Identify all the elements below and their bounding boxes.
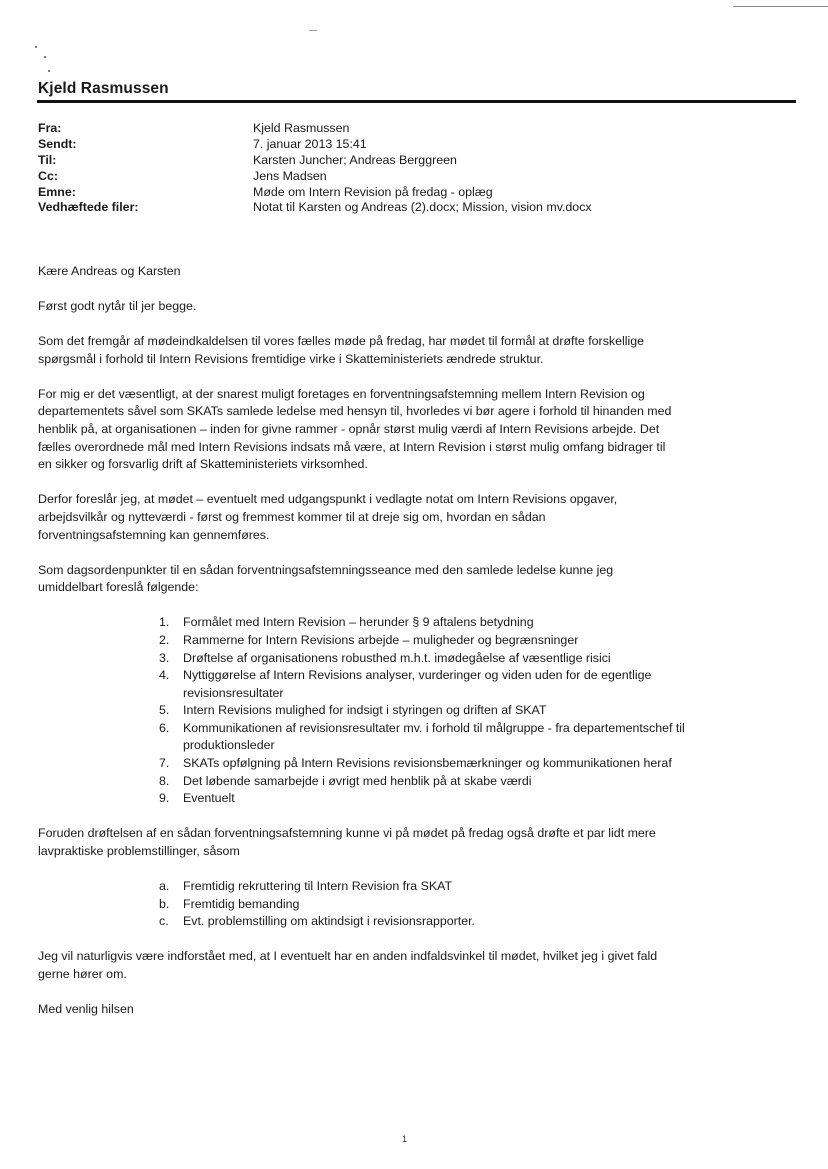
agenda-item bbox=[38, 614, 788, 632]
scan-speck bbox=[44, 56, 46, 58]
agenda-number: 3. bbox=[159, 650, 170, 665]
agenda-text: Kommunikationen af revisionsresultater mv. i forhold til målgruppe - fra departementschef til bbox=[183, 720, 685, 735]
scan-speck bbox=[35, 46, 37, 48]
topic-list bbox=[38, 878, 788, 931]
agenda-item bbox=[38, 720, 788, 755]
agenda-text: produktionsleder bbox=[183, 738, 275, 753]
header-row-to bbox=[38, 153, 592, 169]
new-year-line: Først godt nytår til jer begge. bbox=[38, 299, 197, 314]
agenda-item bbox=[38, 773, 788, 791]
text-line: Foruden drøftelsen af en sådan forventningsafstemning kunne vi på mødet på fredag også drøfte et par lidt mere bbox=[38, 826, 656, 841]
agenda-item bbox=[38, 650, 788, 668]
header-row-from bbox=[38, 121, 592, 137]
text-line: forventningsafstemning kan gennemføres. bbox=[38, 527, 270, 542]
agenda-number: 1. bbox=[159, 615, 170, 630]
agenda-text: Intern Revisions mulighed for indsigt i styringen og driften af SKAT bbox=[183, 703, 547, 718]
paragraph-agenda-intro bbox=[38, 562, 788, 597]
text-line: henblik på, at organisationen – inden for givne rammer - opnår størst mulig værdi af Intern Revisions arbejde. Det bbox=[38, 422, 660, 437]
agenda-number: 7. bbox=[159, 756, 170, 771]
header-value: Jens Madsen bbox=[253, 168, 327, 183]
agenda-text: Eventuelt bbox=[183, 791, 235, 806]
agenda-item bbox=[38, 790, 788, 808]
email-header-block bbox=[38, 121, 592, 216]
text-line: spørgsmål i forhold til Intern Revisions fremtidige virke i Skatteministeriets ændrede struktur. bbox=[38, 351, 544, 366]
topic-text: Fremtidig bemanding bbox=[183, 896, 300, 911]
scan-artifact-line bbox=[733, 6, 828, 7]
closing: Med venlig hilsen bbox=[38, 1002, 134, 1016]
email-body bbox=[38, 263, 788, 1019]
agenda-number: 9. bbox=[159, 791, 170, 806]
header-row-attachments bbox=[38, 200, 592, 216]
text-line: Jeg vil naturligvis være indforstået med, at I eventuelt har en anden indfaldsvinkel til mødet, hvilket jeg i givet fald bbox=[38, 949, 658, 964]
header-label: Til: bbox=[38, 152, 57, 167]
header-value: 7. januar 2013 15:41 bbox=[253, 136, 367, 151]
agenda-text: Rammerne for Intern Revisions arbejde – muligheder og begrænsninger bbox=[183, 632, 579, 647]
agenda-text: revisionsresultater bbox=[183, 685, 284, 700]
text-line: For mig er det væsentligt, at der snarest muligt foretages en forventningsafstemning mellem Intern Revision og bbox=[38, 386, 645, 401]
header-row-cc bbox=[38, 169, 592, 185]
agenda-item bbox=[38, 702, 788, 720]
topic-letter: b. bbox=[159, 896, 170, 911]
scan-speck bbox=[48, 70, 50, 72]
text-line: gerne hører om. bbox=[38, 966, 127, 981]
agenda-list bbox=[38, 614, 788, 808]
agenda-item bbox=[38, 755, 788, 773]
agenda-text: SKATs opfølgning på Intern Revisions revisionsbemærkninger og kommunikationen heraf bbox=[183, 756, 672, 771]
scan-artifact-dash bbox=[309, 30, 317, 31]
agenda-number: 8. bbox=[159, 773, 170, 788]
topic-letter: c. bbox=[159, 914, 169, 929]
text-line: lavpraktiske problemstillinger, såsom bbox=[38, 843, 240, 858]
header-value: Møde om Intern Revision på fredag - oplæg bbox=[253, 184, 493, 199]
topic-item bbox=[38, 878, 788, 896]
header-rule bbox=[37, 100, 796, 103]
text-line: departementets såvel som SKATs samlede ledelse med hensyn til, hvorledes vi bør agere i forhold til hinanden med bbox=[38, 404, 672, 419]
agenda-text: Nyttiggørelse af Intern Revisions analyser, vurderinger og viden uden for de egentlige bbox=[183, 668, 652, 683]
topic-item bbox=[38, 896, 788, 914]
paragraph-practical bbox=[38, 825, 788, 860]
greeting: Kære Andreas og Karsten bbox=[38, 264, 181, 278]
text-line: Som det fremgår af mødeindkaldelsen til vores fælles møde på fredag, har mødet til formål at drøfte forskellige bbox=[38, 334, 645, 349]
header-row-subject bbox=[38, 185, 592, 201]
header-label: Sendt: bbox=[38, 136, 77, 151]
text-line: fælles overordnede mål med Intern Revisions indsats må være, at Intern Revision i størst mulig omfang bidrager til bbox=[38, 439, 666, 454]
text-line: en sikker og forsvarlig drift af Skatteministeriets virksomhed. bbox=[38, 457, 368, 472]
agenda-item bbox=[38, 632, 788, 650]
paragraph-purpose bbox=[38, 333, 788, 368]
paragraph-openness bbox=[38, 948, 788, 983]
agenda-number: 4. bbox=[159, 668, 170, 683]
attachment-list[interactable]: Notat til Karsten og Andreas (2).docx; Mission, vision mv.docx bbox=[253, 200, 592, 215]
agenda-item bbox=[38, 667, 788, 702]
agenda-text: Formålet med Intern Revision – herunder § 9 aftalens betydning bbox=[183, 615, 534, 630]
topic-text: Evt. problemstilling om aktindsigt i revisionsrapporter. bbox=[183, 914, 475, 929]
header-label: Fra: bbox=[38, 121, 62, 135]
sender-name-heading: Kjeld Rasmussen bbox=[38, 80, 169, 97]
header-label: Emne: bbox=[38, 184, 76, 199]
page-number: 1 bbox=[402, 1134, 408, 1144]
header-row-sent bbox=[38, 137, 592, 153]
agenda-number: 6. bbox=[159, 720, 170, 735]
header-label: Vedhæftede filer: bbox=[38, 200, 139, 215]
paragraph-proposal bbox=[38, 491, 788, 544]
header-value: Kjeld Rasmussen bbox=[253, 121, 350, 135]
text-line: Som dagsordenpunkter til en sådan forventningsafstemningsseance med den samlede ledelse kunne jeg bbox=[38, 562, 614, 577]
agenda-number: 2. bbox=[159, 632, 170, 647]
header-label: Cc: bbox=[38, 168, 58, 183]
paragraph-expectations bbox=[38, 386, 788, 474]
agenda-text: Det løbende samarbejde i øvrigt med henblik på at skabe værdi bbox=[183, 773, 532, 788]
header-value: Karsten Juncher; Andreas Berggreen bbox=[253, 152, 457, 167]
text-line: Derfor foreslår jeg, at mødet – eventuelt med udgangspunkt i vedlagte notat om Intern Revisions opgaver, bbox=[38, 492, 618, 507]
topic-item bbox=[38, 913, 788, 931]
agenda-number: 5. bbox=[159, 703, 170, 718]
text-line: arbejdsvilkår og nytteværdi - først og fremmest kommer til at dreje sig om, hvordan en sådan bbox=[38, 509, 546, 524]
topic-letter: a. bbox=[159, 879, 170, 894]
text-line: umiddelbart foreslå følgende: bbox=[38, 580, 199, 595]
agenda-text: Drøftelse af organisationens robusthed m.h.t. imødegåelse af væsentlige risici bbox=[183, 650, 611, 665]
topic-text: Fremtidig rekruttering til Intern Revision fra SKAT bbox=[183, 879, 453, 894]
